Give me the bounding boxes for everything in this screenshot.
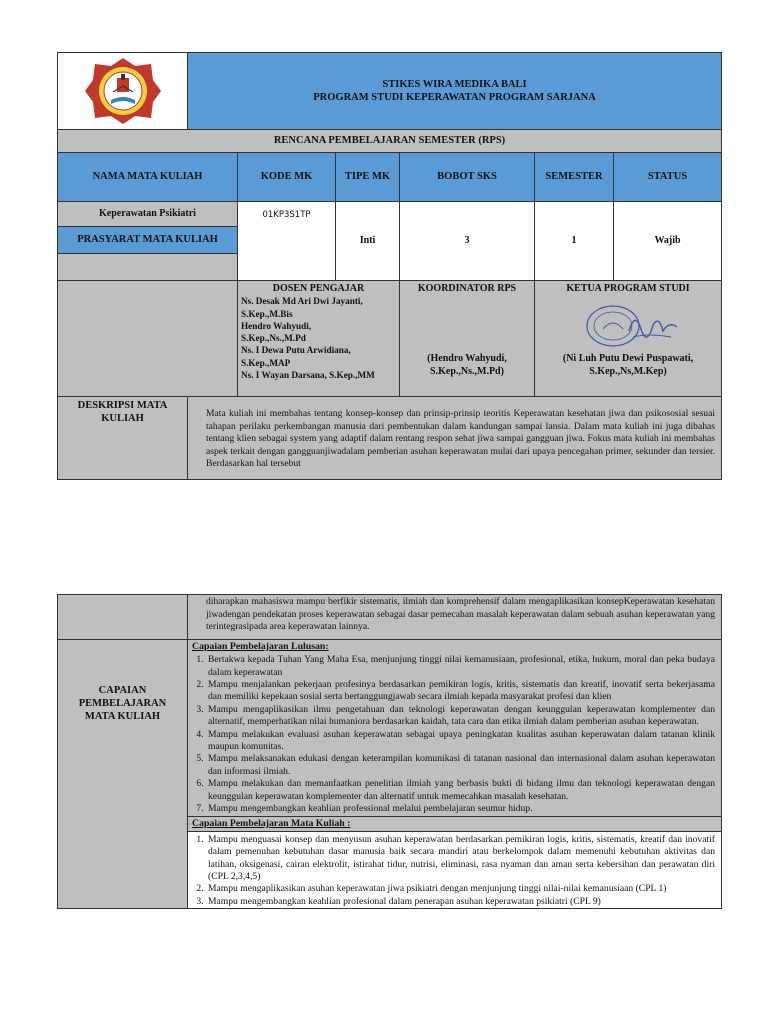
col-semester: SEMESTER xyxy=(535,153,614,202)
col-bobot-sks: BOBOT SKS xyxy=(400,153,535,202)
koordinator-cell xyxy=(400,281,535,397)
capaian-label-line: CAPAIAN xyxy=(98,685,147,696)
kaprodi-cell xyxy=(535,281,722,397)
dosen-pengajar-cell xyxy=(238,281,400,397)
deskripsi-label-line: KULIAH xyxy=(101,413,144,424)
col-tipe-mk: TIPE MK xyxy=(336,153,400,202)
list-item: 3. Mampu mengaplikasikan ilmu pengetahuan dan teknologi keperawatan dengan keunggulan keperawatan komplementer dan alternatif, memperhatikan nilai humaniora berdasarkan kaidah, tata cara dan etika ilmiah dalam pemberian asuhan keperawatan. xyxy=(206,704,715,729)
college-seal-icon xyxy=(83,56,163,126)
rps-capaian-table xyxy=(57,594,722,909)
deskripsi-continuation: diharapkan mahasiswa mampu berfikir sistematis, ilmiah dan komprehensif dalam mengaplikasikan konsepKeperawatan kesehatan jiwadengan pendekatan proses keperawatan sebagai dasar pemecahan masalah keperawatan dalam sebuah asuhan keperawatan yang terintegrasipada area keperawatan lainnya. xyxy=(188,595,722,640)
cpmk-cell xyxy=(188,816,722,909)
capaian-label-line: MATA KULIAH xyxy=(84,711,161,722)
deskripsi-label-line: DESKRIPSI MATA xyxy=(77,400,168,411)
prasyarat-label: PRASYARAT MATA KULIAH xyxy=(58,227,238,254)
capaian-label-line: PEMBELAJARAN xyxy=(78,698,167,709)
cpl-list xyxy=(188,654,721,815)
dosen-line: S.Kep.,M.Bis xyxy=(241,308,293,319)
list-item: 2. Mampu mengaplikasikan asuhan keperawatan jiwa psikiatri dengan menjunjung tinggi nilai-nilai kemanusiaan (CPL 1) xyxy=(206,883,715,895)
course-type: Inti xyxy=(336,202,400,281)
list-item: 2. Mampu menjalankan pekerjaan profesinya berdasarkan pemikiran logis, kritis, sistematis dan kreatif, inovatif serta bekerjasama dan memiliki kepekaan sosial serta bertanggungjawab secara ilmiah kepada masyarakat profesi dan klien xyxy=(206,679,715,704)
kaprodi-label: KETUA PROGRAM STUDI xyxy=(566,283,690,294)
cpl-title: Capaian Pembelajaran Lulusan: xyxy=(192,641,329,652)
koordinator-name xyxy=(400,352,534,378)
prasyarat-value xyxy=(58,254,238,281)
course-semester: 1 xyxy=(535,202,614,281)
list-item: 4. Mampu melakukan evaluasi asuhan keperawatan sebagai upaya peningkatan kualitas asuhan keperawatan dalam tatanan klinik maupun komunitas. xyxy=(206,729,715,754)
dosen-line: S.Kep.,Ns.,M.Pd xyxy=(241,333,306,344)
col-nama-mata-kuliah: NAMA MATA KULIAH xyxy=(58,153,238,202)
koordinator-name-line: (Hendro Wahyudi, xyxy=(427,353,507,364)
deskripsi-label xyxy=(58,397,188,480)
course-code-value: 01KP3S1TP xyxy=(262,210,311,220)
program-name: PROGRAM STUDI KEPERAWATAN PROGRAM SARJANA xyxy=(313,92,596,103)
list-item: 6. Mampu melakukan dan memanfaatkan penelitian ilmiah yang berbasis bukti di bidang ilmu dan teknologi keperawatan dengan keunggulan keperawatan komplementer dan alternatif untuk memecahkan masalah kesehatan. xyxy=(206,778,715,803)
list-item: 5. Mampu melaksanakan edukasi dengan keterampilan komunikasi di tatanan nasional dan internasional dalam asuhan keperawatan dan informasi ilmiah. xyxy=(206,753,715,778)
kaprodi-name-line: (Ni Luh Putu Dewi Puspawati, xyxy=(562,353,694,364)
koordinator-name-line: S.Kep.,Ns.,M.Pd) xyxy=(430,366,504,377)
course-sks: 3 xyxy=(400,202,535,281)
institution-header xyxy=(188,53,722,130)
dosen-label: DOSEN PENGAJAR xyxy=(272,283,365,294)
dosen-line: Ns. I Wayan Darsana, S.Kep.,MM xyxy=(241,370,375,381)
col-kode-mk: KODE MK xyxy=(238,153,336,202)
document-title: RENCANA PEMBELAJARAN SEMESTER (RPS) xyxy=(58,130,722,153)
list-item: 1. Mampu menguasai konsep dan menyusun asuhan keperawatan berdasarkan pemikiran logis, kritis, sistematis, kreatif dan inovatif dalam pemenuhan kebutuhan dasar manusia baik secara mandiri atau berkelompok dalam memenuhi kebutuhan aktivitas dan latihan, oksigenasi, cairan elektrolit, istirahat tidur, nutrisi, eliminasi, rasa nyaman dan aman serta kebersihan dan perawatan diri (CPL 2,3,4,5) xyxy=(206,834,715,884)
cpl-cell xyxy=(188,640,722,817)
rps-header-table xyxy=(57,52,722,480)
dosen-line: S.Kep.,MAP xyxy=(241,357,291,368)
staff-blank xyxy=(58,281,238,397)
course-name: Keperawatan Psikiatri xyxy=(58,202,238,227)
koordinator-label: KOORDINATOR RPS xyxy=(417,283,517,294)
list-item: 7. Mampu mengembangkan keahlian professional melalui pembelajaran seumur hidup. xyxy=(206,803,715,815)
cpmk-list xyxy=(188,832,721,908)
dosen-line: Hendro Wahyudi, xyxy=(241,320,312,331)
cpmk-title: Capaian Pembelajaran Mata Kuliah : xyxy=(188,817,721,832)
institution-name: STIKES WIRA MEDIKA BALI xyxy=(382,78,527,90)
kaprodi-name-line: S.Kep.,Ns,M.Kep) xyxy=(589,366,667,377)
list-item: 3. Mampu mengembangkan keahlian profesional dalam penerapan asuhan keperawatan psikiatri (CPL 9) xyxy=(206,896,715,908)
continuation-label-cell xyxy=(58,595,188,640)
course-status: Wajib xyxy=(614,202,722,281)
course-code xyxy=(238,202,336,281)
signature-stamp-icon xyxy=(573,301,683,356)
kaprodi-name xyxy=(535,352,721,378)
col-status: STATUS xyxy=(614,153,722,202)
dosen-line: Ns. Desak Md Ari Dwi Jayanti, xyxy=(241,296,363,307)
dosen-line: Ns. I Dewa Putu Arwidiana, xyxy=(241,345,351,356)
logo-cell xyxy=(58,53,188,130)
capaian-label xyxy=(58,640,188,909)
list-item: 1. Bertakwa kepada Tuhan Yang Maha Esa, menjunjung tinggi nilai kemanusiaan, profesional, etika, hukum, moral dan peka budaya dalam keperawatan xyxy=(206,654,715,679)
deskripsi-text: Mata kuliah ini membahas tentang konsep-konsep dan prinsip-prinsip teoritis Keperawatan kesehatan jiwa dan psikososial sesuai tahapan perilaku perkembangan manusia dari pembentukan dalam kandungan sampai lansia. Dalam mata kuliah ini juga dibahas tentang klien sebagai system yang adaptif dalam rentang respon sehat jiwa sampai gangguan jiwa. Fokus mata kuliah ini membahas aspek terkait dengan gangguanjiwadalam pemberian asuhan keperawatan mulai dari upaya pencegahan primer, sekunder dan tersier. Berdasarkan hal tersebut xyxy=(188,397,722,480)
